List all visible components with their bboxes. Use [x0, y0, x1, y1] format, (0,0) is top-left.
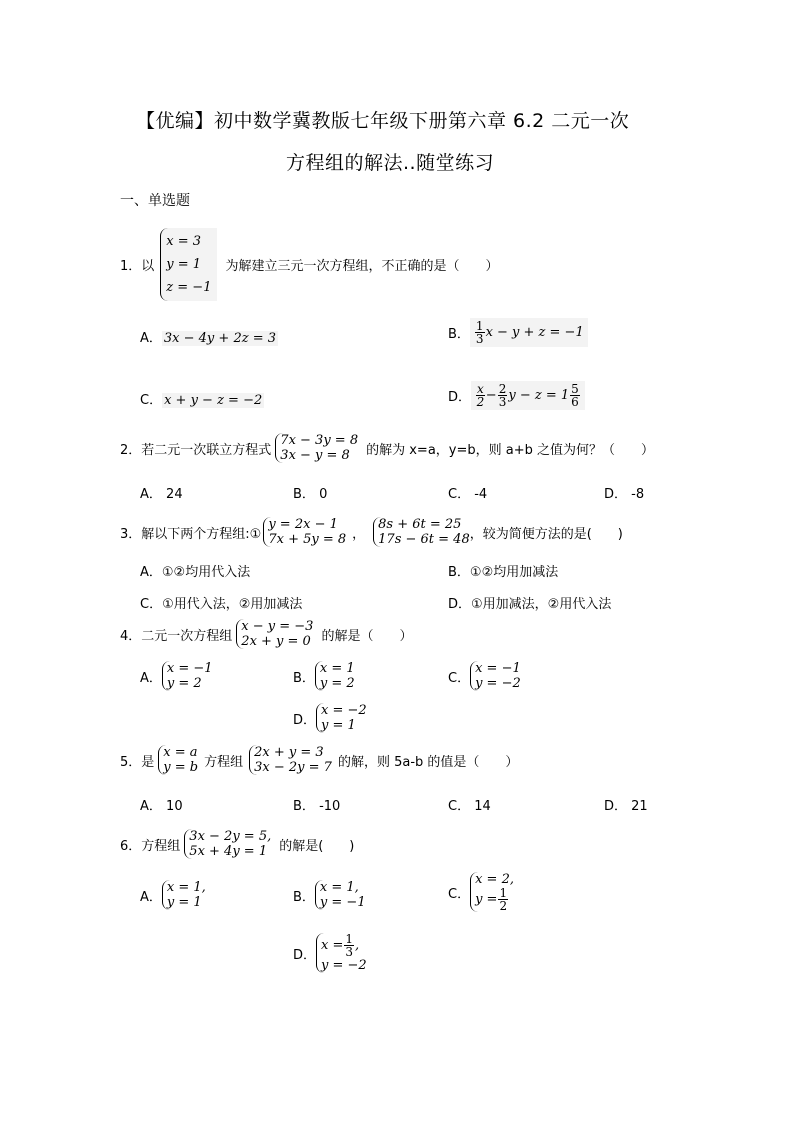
question-text: 方程组	[204, 754, 244, 770]
option-d[interactable]: D． $\frac{x}{2}$ − $\frac{2}{3}$ y − z = 1 $\frac{5}{6}$	[448, 381, 585, 410]
question-text: 若二元一次联立方程式	[141, 442, 272, 458]
option-c[interactable]: C． x = −1 y = −2	[448, 661, 521, 691]
option-d[interactable]: D． x = −2 y = 1	[293, 703, 367, 733]
option-a[interactable]: A． 3x − 4y + 2z = 3	[140, 331, 276, 346]
question-number: 1．	[120, 259, 142, 274]
question-text: 方程组	[141, 838, 181, 854]
section-heading: 一、单选题	[120, 193, 190, 209]
option-a[interactable]: A． x = −1 y = 2	[140, 661, 213, 691]
equation-system-ab: x = a y = b	[158, 745, 198, 775]
question-text: 二元一次方程组	[141, 628, 233, 644]
question-number: 3．	[120, 526, 142, 542]
question-number: 4．	[120, 628, 142, 644]
question-4	[120, 619, 412, 649]
question-text: 为解建立三元一次方程组，不正确的是（ ）	[225, 259, 499, 274]
option-c[interactable]: C． x + y − z = −2	[140, 393, 263, 408]
option-d[interactable]: D． 21	[604, 799, 648, 814]
page-title-line2: 方程组的解法..随堂练习	[286, 152, 495, 174]
question-text: 以	[141, 259, 155, 274]
option-c[interactable]: C． x = 2, y = $\frac{1}{2}$	[448, 872, 514, 913]
option-a[interactable]: A．①②均用代入法	[140, 565, 251, 580]
option-a[interactable]: A． 24	[140, 487, 183, 502]
question-text: 是	[141, 754, 155, 770]
option-d[interactable]: D． -8	[604, 487, 645, 502]
option-d[interactable]: D． x = $\frac{1}{3}$ , y = −2	[293, 932, 367, 973]
option-a[interactable]: A． 10	[140, 799, 183, 814]
equation-system: x = 3 y = 1 z = −1	[160, 228, 217, 301]
equation-system-2: 8s + 6t = 25 17s − 6t = 48	[373, 517, 470, 547]
equation-system: 7x − 3y = 8 3x − y = 8	[275, 433, 358, 463]
question-5	[120, 745, 518, 775]
question-text: 的解，则 5a-b 的值是（ ）	[337, 754, 519, 770]
question-text: ，	[352, 526, 366, 542]
option-c[interactable]: C． -4	[448, 487, 488, 502]
option-b[interactable]: B． 0	[293, 487, 328, 502]
question-number: 2．	[120, 442, 142, 458]
question-3	[120, 517, 623, 547]
equation-system-1: y = 2x − 1 7x + 5y = 8	[263, 517, 346, 547]
question-6	[120, 829, 354, 859]
option-b[interactable]: B．①②均用加减法	[448, 565, 559, 580]
option-b[interactable]: B． x = 1 y = 2	[293, 661, 355, 691]
question-text: 的解是（ ）	[321, 628, 413, 644]
option-b[interactable]: B． x = 1, y = −1	[293, 880, 366, 910]
option-a[interactable]: A． x = 1, y = 1	[140, 880, 206, 910]
question-text: 的解为 x=a，y=b，则 a+b 之值为何？（ ）	[366, 442, 655, 458]
page-title-line1: 【优编】初中数学冀教版七年级下册第六章 6.2 二元一次	[136, 110, 630, 132]
question-number: 5．	[120, 754, 142, 770]
option-c[interactable]: C．①用代入法，②用加减法	[140, 597, 303, 612]
question-text: 的解是( )	[279, 838, 355, 854]
question-text: 解以下两个方程组:①	[141, 526, 262, 542]
question-2	[120, 433, 654, 463]
question-number: 6．	[120, 838, 142, 854]
option-d[interactable]: D．①用加减法，②用代入法	[448, 597, 612, 612]
equation-system: x − y = −3 2x + y = 0	[236, 619, 313, 649]
question-1	[120, 228, 498, 301]
option-c[interactable]: C． 14	[448, 799, 491, 814]
equation-system: 2x + y = 3 3x − 2y = 7	[249, 745, 332, 775]
equation-system: 3x − 2y = 5, 5x + 4y = 1	[184, 829, 271, 859]
option-b[interactable]: B． -10	[293, 799, 341, 814]
option-b[interactable]: B． $\frac{1}{3}$ x − y + z = −1	[448, 318, 588, 347]
question-text: ，较为简便方法的是( )	[469, 526, 623, 542]
